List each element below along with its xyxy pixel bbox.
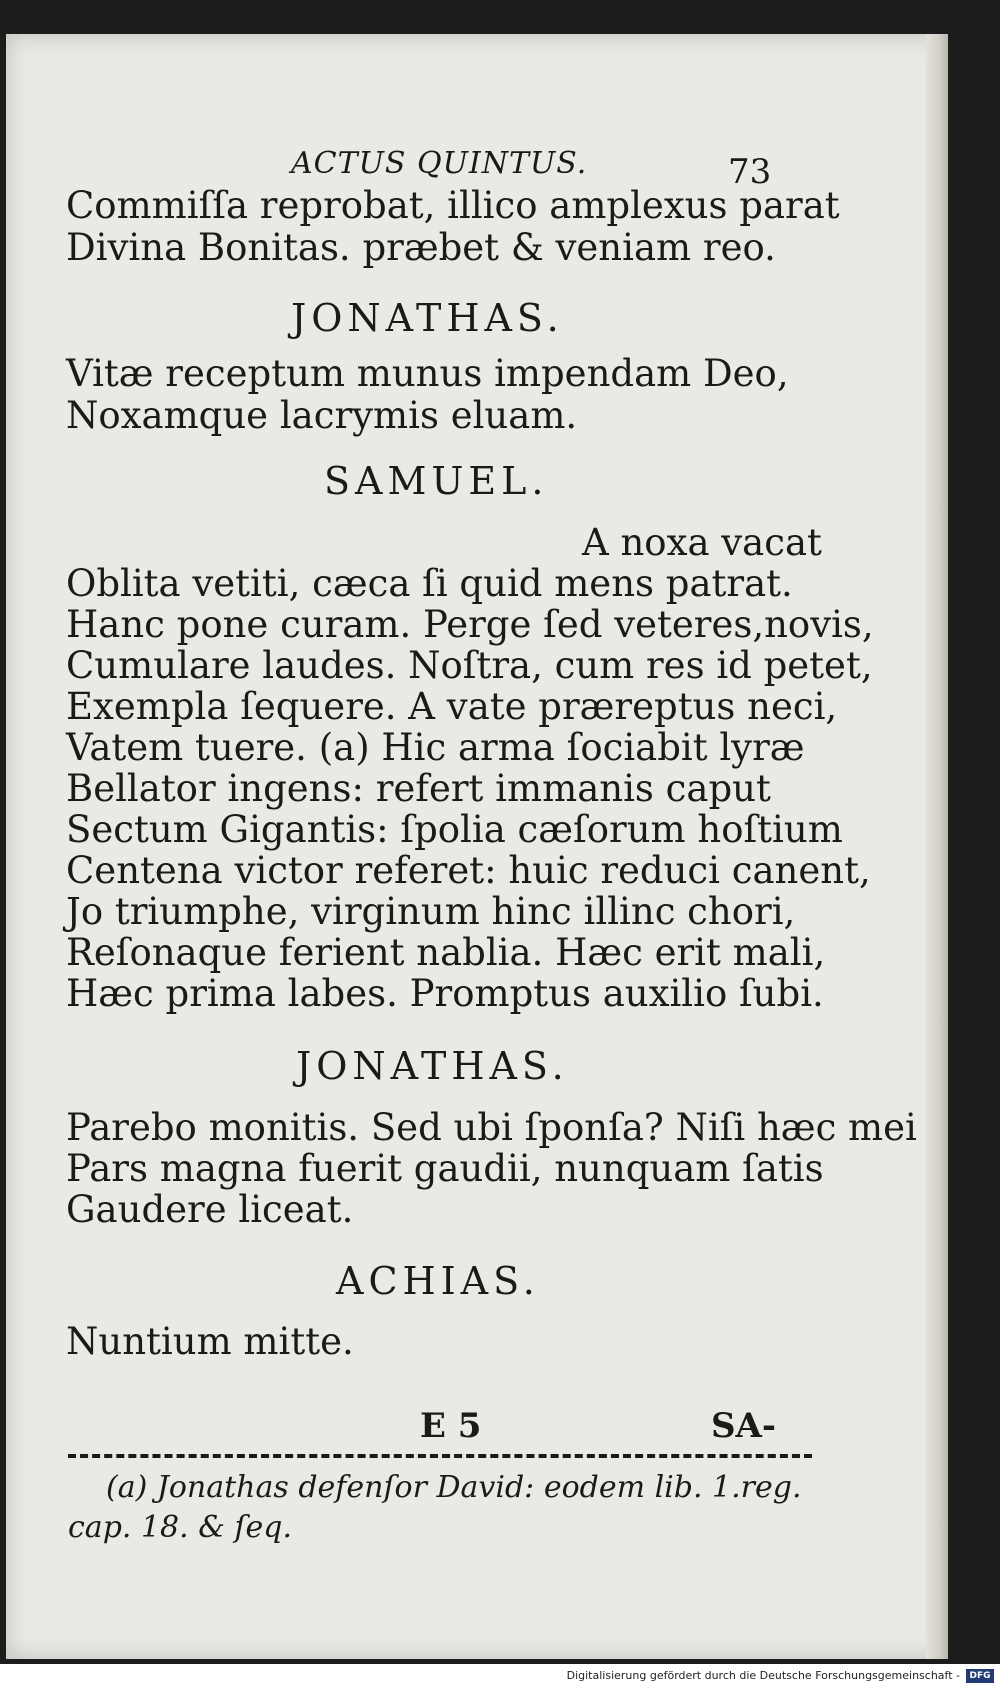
footnote-rule [68, 1454, 812, 1458]
text-line: Vatem tuere. (a) Hic arma ſociabit lyræ [66, 726, 805, 769]
speaker-heading: JONATHAS. [291, 296, 564, 340]
text-line: Divina Bonitas. præbet & veniam reo. [66, 226, 776, 269]
text-line: Jo triumphe, virginum hinc illinc chori, [66, 890, 796, 933]
text-line: Reſonaque ferient nablia. Hæc erit mali, [66, 931, 826, 974]
text-line: Gaudere liceat. [66, 1188, 354, 1231]
text-line: Sectum Gigantis: ſpolia cæſorum hoſtium [66, 808, 843, 851]
text-line: Cumulare laudes. Noſtra, cum res id petet, [66, 644, 873, 687]
page-number: 73 [728, 152, 772, 192]
text-line: A noxa vacat [582, 521, 822, 564]
text-line: Oblita vetiti, cæca ſi quid mens patrat. [66, 562, 793, 605]
text-line: Hæc prima labes. Promptus auxilio ſubi. [66, 972, 824, 1015]
speaker-heading: ACHIAS. [336, 1259, 540, 1303]
text-line: Commiſſa reprobat, illico amplexus parat [66, 184, 840, 227]
text-line: Noxamque lacrymis eluam. [66, 394, 578, 437]
text-line: Centena victor referet: huic reduci canent, [66, 849, 871, 892]
footnote-line: cap. 18. & ſeq. [68, 1510, 293, 1545]
credit-text: Digitalisierung gefördert durch die Deutsche Forschungsgemeinschaft - [566, 1669, 960, 1682]
text-line: Pars magna fuerit gaudii, nunquam ſatis [66, 1147, 824, 1190]
text-line: Nuntium mitte. [66, 1320, 354, 1363]
signature-mark: E 5 [420, 1406, 482, 1446]
speaker-heading: SAMUEL. [324, 459, 549, 503]
page-edge [926, 34, 948, 1659]
footnote-line: (a) Jonathas defenſor David: eodem lib. 1.reg. [106, 1470, 802, 1505]
text-line: Exempla ſequere. A vate præreptus neci, [66, 685, 838, 728]
text-line: Hanc pone curam. Perge ſed veteres,novis, [66, 603, 874, 646]
text-line: Vitæ receptum munus impendam Deo, [66, 352, 789, 395]
text-line: Bellator ingens: refert immanis caput [66, 767, 771, 810]
catchword: SA- [711, 1406, 777, 1446]
running-head: ACTUS QUINTUS. [291, 146, 588, 181]
book-page [6, 34, 948, 1659]
text-line: Parebo monitis. Sed ubi ſponſa? Niſi hæc mei [66, 1106, 917, 1149]
dfg-logo-icon: DFG [966, 1669, 994, 1683]
credit-bar [0, 1664, 1000, 1690]
speaker-heading: JONATHAS. [296, 1044, 569, 1088]
